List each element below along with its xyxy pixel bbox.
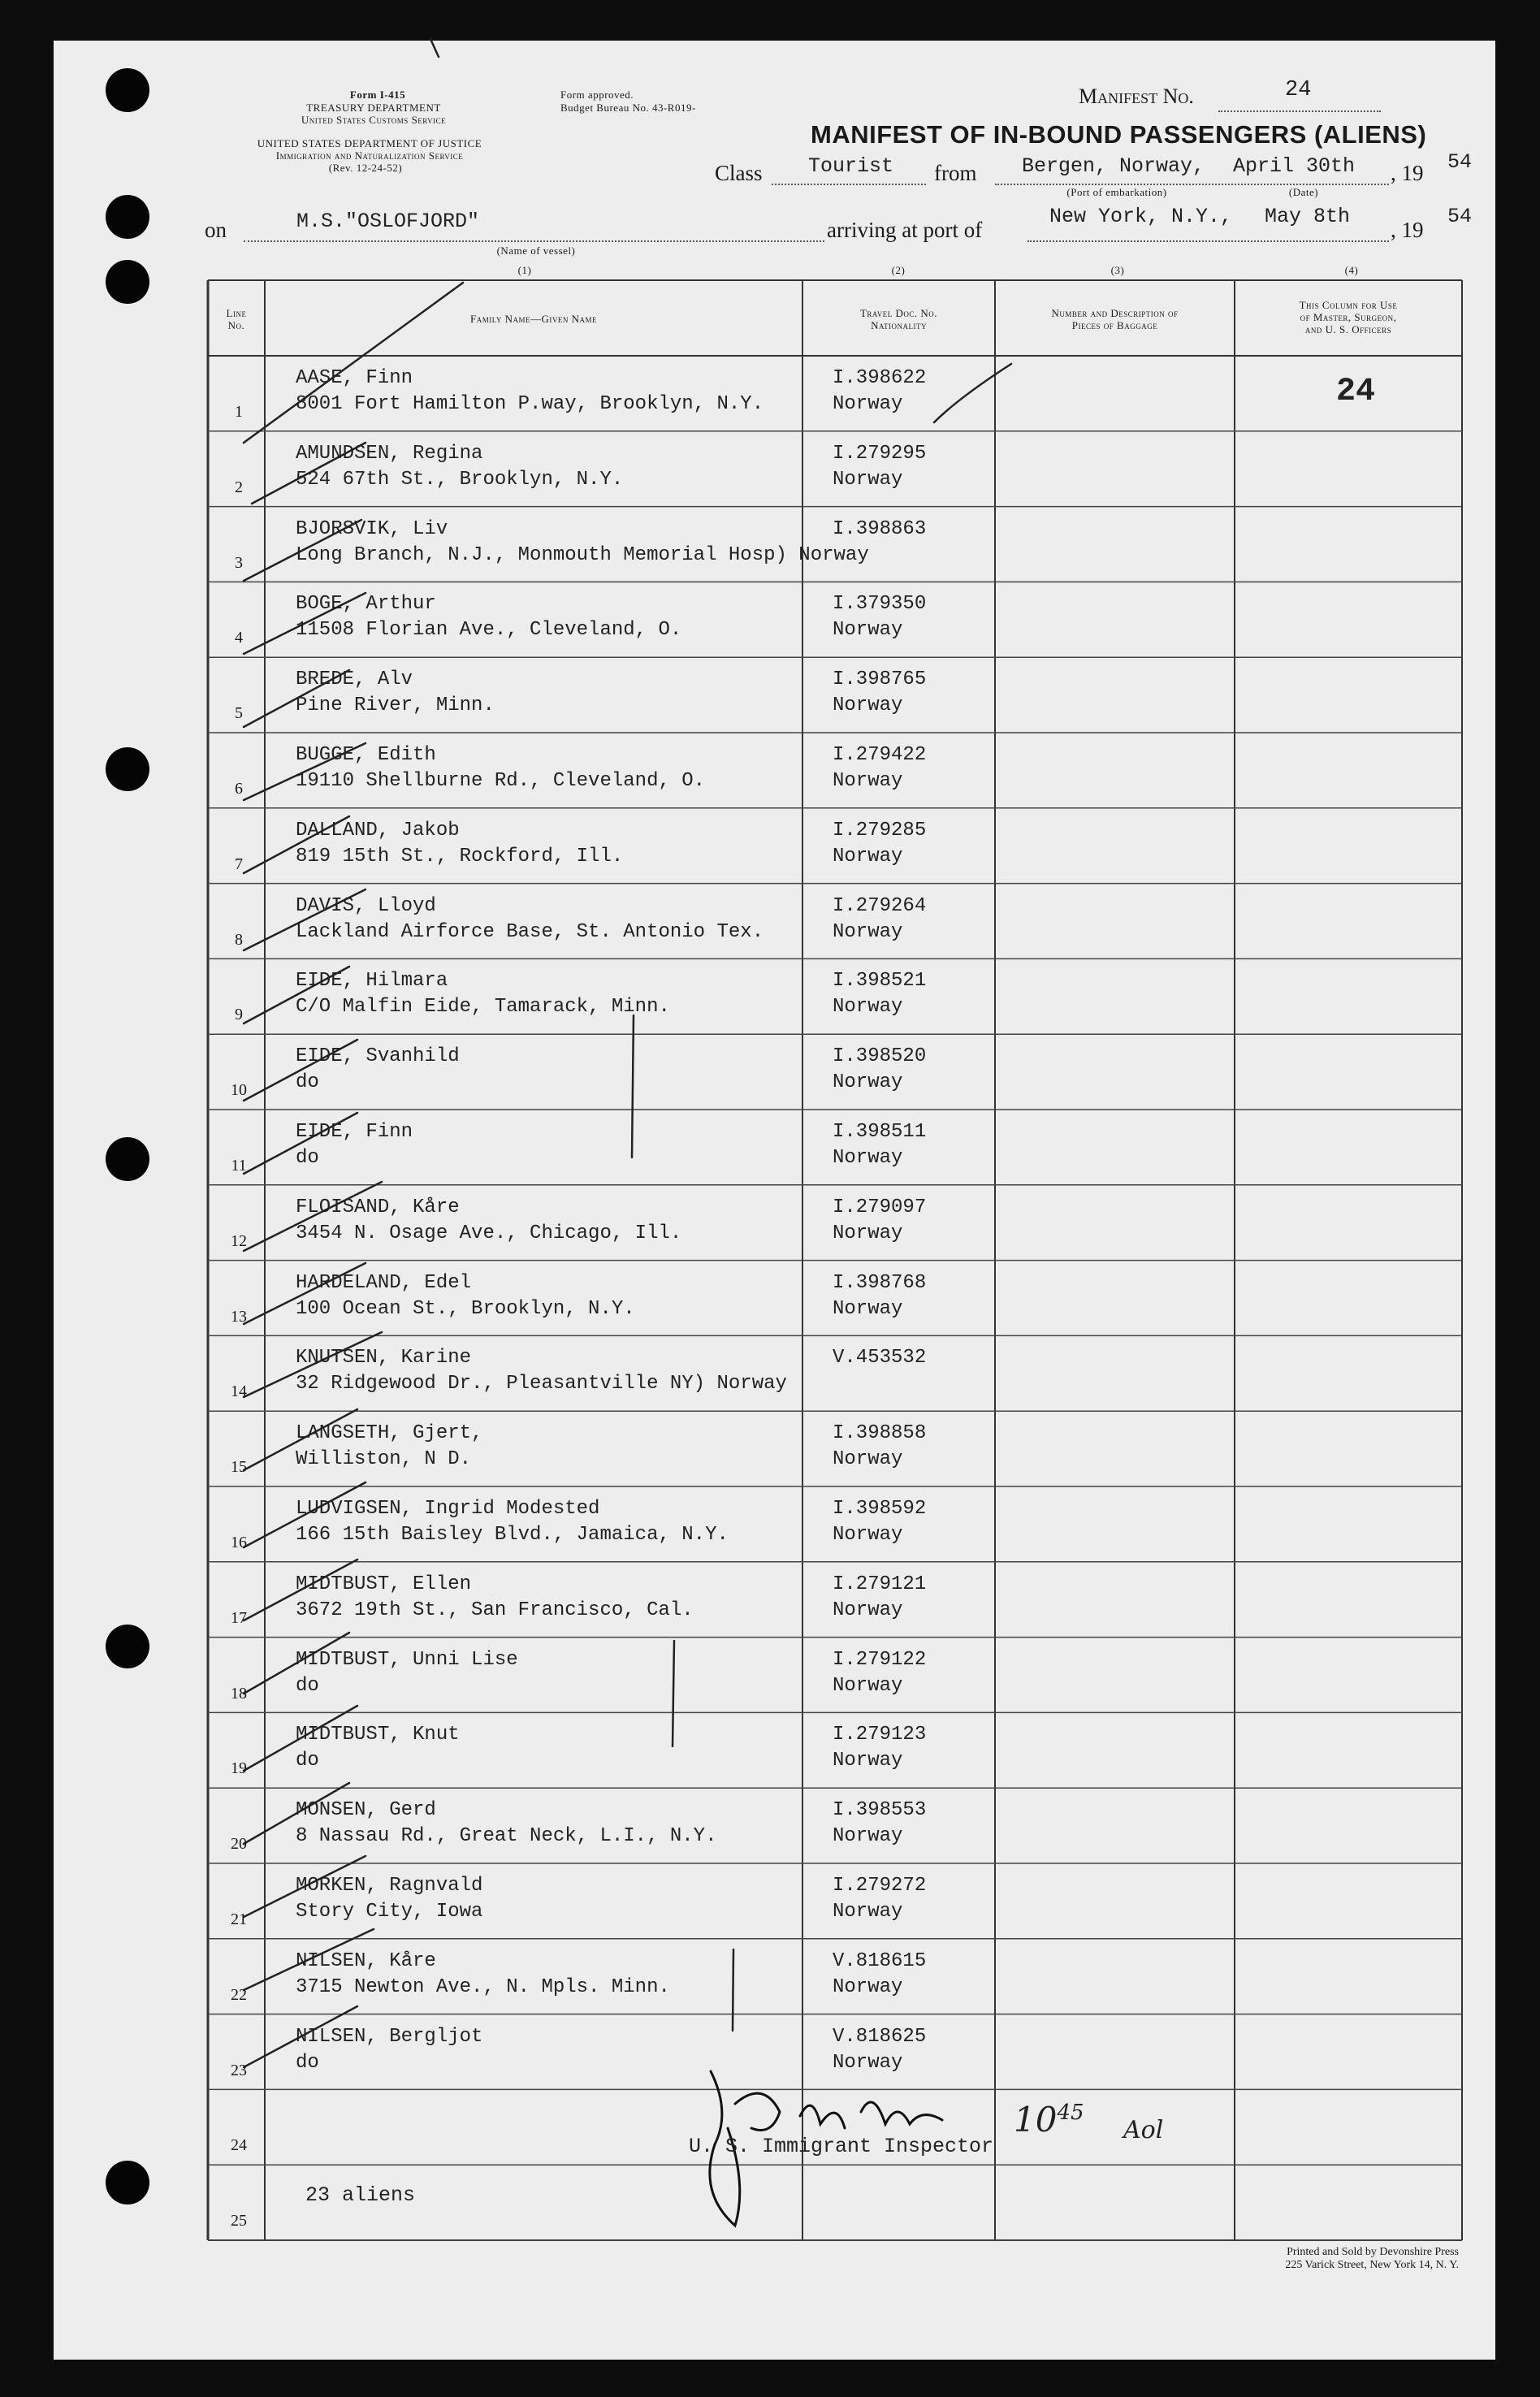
travel-doc-number: I.398622 [833, 367, 927, 389]
manifest-no-line [1218, 110, 1381, 112]
table-row [0, 356, 1540, 431]
line-header-2: No. [227, 319, 245, 331]
passenger-address: do [296, 1071, 319, 1094]
nationality: Norway [833, 1901, 903, 1923]
nationality: Norway [833, 468, 903, 491]
year-prefix: , 19 [1391, 161, 1424, 185]
passenger-address: 32 Ridgewood Dr., Pleasantville NY) Norway [296, 1373, 787, 1395]
nationality: Norway [833, 694, 903, 717]
table-row [0, 2014, 1540, 2089]
passenger-address: 524 67th St., Brooklyn, N.Y. [296, 468, 624, 491]
passenger-address: Story City, Iowa [296, 1901, 483, 1923]
officers-header-2: of Master, Surgeon, [1300, 311, 1397, 323]
baggage-header-1: Number and Description of [1051, 307, 1179, 319]
table-row [0, 1788, 1540, 1863]
table-row [0, 2165, 1540, 2239]
binder-hole [106, 68, 149, 112]
year-value: 54 [1447, 150, 1473, 174]
nationality: Norway [833, 1750, 903, 1772]
arriving-label: arriving at port of [827, 218, 983, 242]
line-number: 25 [231, 2212, 247, 2230]
table-row [0, 808, 1540, 883]
line-number: 4 [235, 629, 243, 647]
travel-doc-number: I.398858 [833, 1422, 927, 1445]
passenger-address: 11508 Florian Ave., Cleveland, O. [296, 619, 682, 642]
line-number: 24 [231, 2136, 247, 2155]
passenger-name: MORKEN, Ragnvald [296, 1875, 483, 1897]
line-number: 12 [231, 1231, 247, 1250]
line-number: 8 [235, 930, 243, 949]
from-label: from [934, 161, 977, 185]
line-number: 20 [231, 1835, 247, 1854]
travel-doc-number: I.398768 [833, 1271, 927, 1294]
printer-line-1: Printed and Sold by Devonshire Press [1287, 2246, 1459, 2258]
travel-doc-number: I.379350 [833, 593, 927, 616]
time-note [1014, 2100, 1084, 2140]
passenger-address: do [296, 1750, 319, 1772]
printer-line-2: 225 Varick Street, New York 14, N. Y. [1285, 2259, 1459, 2271]
passenger-address: 8 Nassau Rd., Great Neck, L.I., N.Y. [296, 1825, 717, 1848]
passenger-name: EIDE, Svanhild [296, 1045, 460, 1068]
table-row [0, 1185, 1540, 1260]
col-number-4: (4) [1344, 264, 1359, 276]
line-number: 3 [235, 553, 243, 572]
form-approved: Form approved. [560, 89, 634, 101]
nationality: Norway [833, 1825, 903, 1848]
table-row [0, 657, 1540, 732]
table-row [0, 1335, 1540, 1410]
table-row [0, 1411, 1540, 1486]
line-number: 1 [235, 403, 243, 421]
time-note-hour: 10 [1014, 2100, 1058, 2140]
embarkation-port: Bergen, Norway, [1022, 154, 1205, 178]
line-number: 18 [231, 1684, 247, 1703]
nationality: Norway [833, 1448, 903, 1471]
passenger-address: Williston, N D. [296, 1448, 472, 1471]
travel-doc-number: V.818625 [833, 2025, 927, 2048]
time-note-minutes: 45 [1057, 2101, 1084, 2125]
passenger-address: 8001 Fort Hamilton P.way, Brooklyn, N.Y. [296, 393, 764, 415]
table-row [0, 1712, 1540, 1787]
arrival-port: New York, N.Y., [1049, 205, 1233, 228]
nationality: Norway [833, 1297, 903, 1320]
line-number: 7 [235, 855, 243, 873]
passenger-address: do [296, 2051, 319, 2074]
binder-hole [106, 195, 149, 239]
travel-doc-number: I.398553 [833, 1799, 927, 1822]
table-row [0, 431, 1540, 506]
ins-service: Immigration and Naturalization Service [275, 149, 464, 162]
doc-header-2: Nationality [871, 319, 927, 331]
travel-doc-number: V.818615 [833, 1949, 927, 1972]
line-number: 11 [231, 1157, 247, 1175]
nationality: Norway [833, 1975, 903, 1998]
nationality: Norway [833, 996, 903, 1019]
line-number: 19 [231, 1759, 247, 1778]
table-row [0, 507, 1540, 582]
officers-header-3: and U. S. Officers [1304, 323, 1392, 335]
passenger-name: BJORSVIK, Liv [296, 517, 448, 540]
passenger-address: 819 15th St., Rockford, Ill. [296, 845, 624, 868]
travel-doc-number: I.279121 [833, 1573, 927, 1595]
on-label: on [205, 218, 227, 242]
passenger-address: 166 15th Baisley Blvd., Jamaica, N.Y. [296, 1524, 729, 1546]
printer-imprint [1121, 2246, 1459, 2272]
passenger-name: LANGSETH, Gjert, [296, 1422, 483, 1445]
passenger-name: MIDTBUST, Knut [296, 1724, 460, 1746]
passenger-name: KNUTSEN, Karine [296, 1347, 472, 1369]
line-number: 14 [231, 1382, 247, 1401]
line-number: 21 [231, 1910, 247, 1928]
passenger-name: BUGGE, Edith [296, 744, 436, 766]
nationality: Norway [833, 1599, 903, 1621]
embarkation-date: April 30th [1233, 154, 1356, 178]
passenger-name: MONSEN, Gerd [296, 1799, 436, 1822]
vessel-caption: (Name of vessel) [496, 244, 576, 257]
col-header-line-no [208, 307, 265, 331]
vessel-line [244, 240, 824, 242]
passenger-name: NILSEN, Kåre [296, 1949, 436, 1972]
passenger-address: Lackland Airforce Base, St. Antonio Tex. [296, 920, 764, 943]
line-number: 13 [231, 1307, 247, 1326]
line-number: 10 [231, 1081, 247, 1100]
passenger-name: MIDTBUST, Ellen [296, 1573, 472, 1595]
line-number: 22 [231, 1985, 247, 2004]
table-row [0, 582, 1540, 656]
col-header-travel-doc [802, 307, 995, 331]
port-caption: (Port of embarkation) [1066, 186, 1167, 198]
travel-doc-number: I.279295 [833, 442, 927, 465]
table-row [0, 1034, 1540, 1109]
travel-doc-number: I.398521 [833, 970, 927, 993]
table-row [0, 1261, 1540, 1335]
travel-doc-number: I.398765 [833, 668, 927, 691]
travel-doc-number: I.398863 [833, 517, 927, 540]
arrival-year-value: 54 [1447, 205, 1473, 228]
passenger-address: Long Branch, N.J., Monmouth Memorial Hosp) Norway [296, 543, 869, 566]
doc-header-1: Travel Doc. No. [859, 307, 938, 319]
table-row [0, 1110, 1540, 1184]
passenger-name: FLOISAND, Kåre [296, 1196, 460, 1218]
travel-doc-number: I.279097 [833, 1196, 927, 1218]
nationality: Norway [833, 393, 903, 415]
travel-doc-number: I.279422 [833, 744, 927, 766]
treasury-dept: TREASURY DEPARTMENT [306, 102, 441, 114]
col-number-3: (3) [1110, 264, 1125, 276]
col-number-1: (1) [517, 264, 532, 276]
class-value: Tourist [808, 154, 894, 178]
arrival-date: May 8th [1265, 205, 1351, 228]
arrival-line [1027, 240, 1389, 242]
customs-service: United States Customs Service [301, 114, 447, 126]
line-number: 2 [235, 478, 243, 496]
inspector-label: U. S. Immigrant Inspector [689, 2135, 994, 2158]
table-row [0, 884, 1540, 958]
nationality: Norway [833, 619, 903, 642]
vessel-name: M.S."OSLOFJORD" [296, 210, 480, 233]
passenger-address: do [296, 1674, 319, 1697]
class-label: Class [715, 161, 763, 185]
justice-dept: UNITED STATES DEPARTMENT OF JUSTICE [257, 137, 482, 149]
travel-doc-number: I.279272 [833, 1875, 927, 1897]
binder-hole [106, 260, 149, 304]
nationality: Norway [833, 920, 903, 943]
nationality: Norway [833, 1524, 903, 1546]
line-number: 5 [235, 704, 243, 723]
table-row [0, 1939, 1540, 2014]
from-line [995, 184, 1389, 185]
nationality: Norway [833, 1674, 903, 1697]
line-number: 6 [235, 780, 243, 798]
travel-doc-number: I.279285 [833, 819, 927, 842]
table-row [0, 733, 1540, 807]
nationality: Norway [833, 770, 903, 792]
table-row [0, 1486, 1540, 1561]
travel-doc-number: I.398592 [833, 1498, 927, 1520]
passenger-name: DALLAND, Jakob [296, 819, 460, 842]
travel-doc-number: I.398520 [833, 1045, 927, 1068]
passenger-address: C/O Malfin Eide, Tamarack, Minn. [296, 996, 670, 1019]
nationality: Norway [833, 845, 903, 868]
nationality: Norway [833, 1222, 903, 1244]
budget-bureau: Budget Bureau No. 43-R019- [560, 102, 696, 114]
form-number: Form I-415 [349, 89, 406, 101]
revision-date: (Rev. 12-24-52) [328, 162, 403, 174]
passenger-name: BOGE, Arthur [296, 593, 436, 616]
line-number: 15 [231, 1458, 247, 1477]
travel-doc-number: V.453532 [833, 1347, 927, 1369]
baggage-header-2: Pieces of Baggage [1071, 319, 1158, 331]
passenger-name: EIDE, Hilmara [296, 970, 448, 993]
passenger-name: LUDVIGSEN, Ingrid Modested [296, 1498, 600, 1520]
arrival-year-prefix: , 19 [1391, 218, 1424, 242]
col-header-baggage [995, 307, 1235, 331]
nationality: Norway [833, 1071, 903, 1094]
officer-mark: 24 [1336, 374, 1376, 410]
passenger-address: Pine River, Minn. [296, 694, 495, 717]
table-row [0, 958, 1540, 1033]
passenger-address: do [296, 1147, 319, 1169]
manifest-no-value: 24 [1285, 78, 1312, 102]
passenger-name: DAVIS, Lloyd [296, 894, 436, 917]
class-line [772, 184, 926, 185]
passenger-name: HARDELAND, Edel [296, 1271, 472, 1294]
line-number: 23 [231, 2061, 247, 2079]
col-header-name: Family Name—Given Name [470, 313, 597, 325]
passenger-name: AASE, Finn [296, 367, 413, 389]
line-number: 17 [231, 1608, 247, 1627]
total-aliens: 23 aliens [305, 2183, 416, 2207]
line-header-1: Line [226, 307, 247, 319]
manifest-no-label: Manifest No. [1079, 84, 1194, 108]
table-row [0, 1638, 1540, 1712]
passenger-name: EIDE, Finn [296, 1121, 413, 1143]
table-row [0, 1562, 1540, 1637]
travel-doc-number: I.279123 [833, 1724, 927, 1746]
time-suffix: Aol [1123, 2116, 1164, 2144]
date-caption: (Date) [1288, 186, 1319, 198]
travel-doc-number: I.279122 [833, 1648, 927, 1671]
nationality: Norway [833, 1147, 903, 1169]
col-header-officers [1235, 299, 1462, 335]
passenger-name: NILSEN, Bergljot [296, 2025, 483, 2048]
passenger-address: 3715 Newton Ave., N. Mpls. Minn. [296, 1975, 670, 1998]
passenger-address: 100 Ocean St., Brooklyn, N.Y. [296, 1297, 635, 1320]
passenger-name: MIDTBUST, Unni Lise [296, 1648, 518, 1671]
manifest-title: MANIFEST OF IN-BOUND PASSENGERS (ALIENS) [811, 120, 1427, 149]
passenger-name: AMUNDSEN, Regina [296, 442, 483, 465]
travel-doc-number: I.398511 [833, 1121, 927, 1143]
col-number-2: (2) [891, 264, 906, 276]
nationality: Norway [833, 2051, 903, 2074]
line-number: 16 [231, 1534, 247, 1551]
officers-header-1: This Column for Use [1299, 299, 1398, 311]
passenger-name: BREDE, Alv [296, 668, 413, 691]
travel-doc-number: I.279264 [833, 894, 927, 917]
table-row [0, 1863, 1540, 1938]
passenger-address: 19110 Shellburne Rd., Cleveland, O. [296, 770, 706, 792]
line-number: 9 [235, 1006, 243, 1024]
passenger-address: 3672 19th St., San Francisco, Cal. [296, 1599, 694, 1621]
passenger-address: 3454 N. Osage Ave., Chicago, Ill. [296, 1222, 682, 1244]
